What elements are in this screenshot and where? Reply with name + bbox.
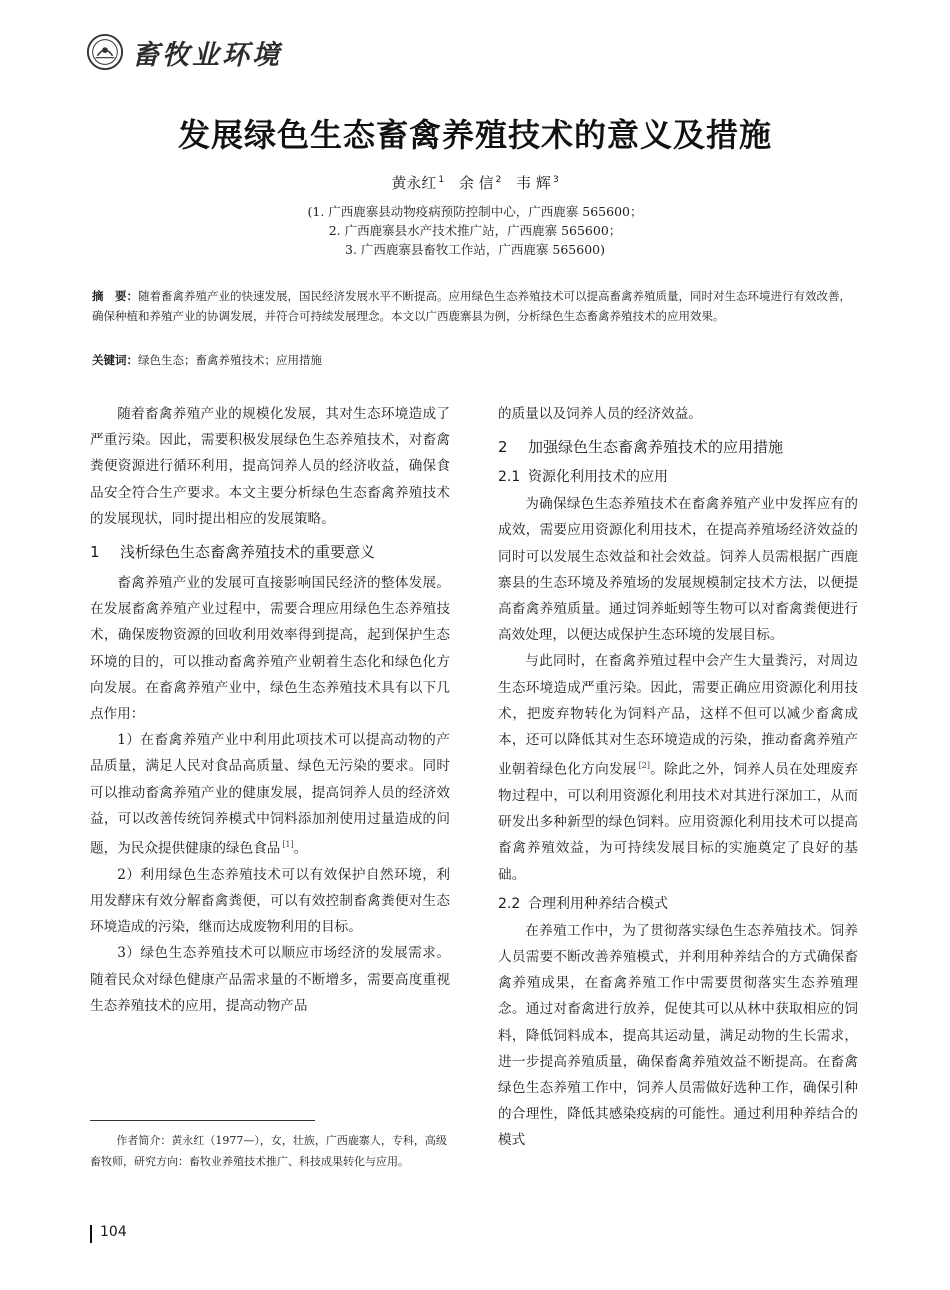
footnote-divider (90, 1120, 315, 1121)
author-footnote: 作者简介：黄永红（1977—），女，壮族，广西鹿寨人，专科，高级畜牧师，研究方向：畜牧业养殖技术推广、科技成果转化与应用。 (90, 1134, 447, 1168)
intro-paragraph: 随着畜禽养殖产业的规模化发展，其对生态环境造成了严重污染。因此，需要积极发展绿色生态养殖技术，对畜禽粪便资源进行循环利用，提高饲养人员的经济收益，确保食品安全符合生产要求。本文主要分析绿色生态畜禽养殖技术的发展现状，同时提出相应的发展策略。 (90, 406, 450, 527)
journal-name: 畜牧业环境 (132, 39, 282, 71)
author: 黄永红 $^1$ (391, 174, 445, 192)
right-column (498, 401, 858, 1154)
affiliation-line: 3. 广西鹿寨县畜牧工作站，广西鹿寨 565600) (345, 242, 605, 257)
page-number-bar (90, 1225, 92, 1243)
body-paragraph: 的质量以及饲养人员的经济效益。 (498, 406, 702, 422)
citation-ref: [2] (638, 761, 651, 771)
body-paragraph: 畜禽养殖产业的发展可直接影响国民经济的整体发展。在发展畜禽养殖产业过程中，需要合理应用绿色生态养殖技术，确保废物资源的回收利用效率得到提高，起到保护生态环境的目的，可以推动畜禽养殖产业朝着生态化和绿色化方向发展。在畜禽养殖产业中，绿色生态养殖技术具有以下几点作用： (90, 575, 450, 723)
author: 韦 辉 $^3$ (516, 174, 559, 192)
page-number: 104 (100, 1224, 127, 1240)
body-paragraph: 1）在畜禽养殖产业中利用此项技术可以提高动物的产品质量，满足人民对食品高质量、绿色无污染的要求。同时可以推动畜禽养殖产业的健康发展，提高饲养人员的经济效益，可以改善传统饲养模式中饲料添加剂使用过量造成的问题，为民众提供健康的绿色食品 [1]。 (90, 732, 450, 857)
subsection-heading: 2.2 合理利用种养结合模式 (498, 895, 668, 912)
author-list (0, 172, 950, 193)
keywords-label: 关键词： (92, 353, 138, 367)
body-paragraph: 与此同时，在畜禽养殖过程中会产生大量粪污，对周边生态环境造成严重污染。因此，需要正确应用资源化利用技术，把废弃物转化为饲料产品，这样不但可以减少畜禽成本，还可以降低其对生态环境造成的污染，推动畜禽养殖产业朝着绿色化方向发展 [2]。除此之外，饲养人员在处理废弃物过程中，可以利用资源化利用技术对其进行深加工，从而研发出多种新型的绿色饲料。应用资源化利用技术可以提高畜禽养殖效益，为可持续发展目标的实施奠定了良好的基础。 (498, 653, 859, 883)
section-heading: 1 浅析绿色生态畜禽养殖技术的重要意义 (90, 543, 376, 562)
abstract-label: 摘 要： (92, 289, 138, 303)
keywords-text: 绿色生态；畜禽养殖技术；应用措施 (138, 353, 322, 367)
body-paragraph: 在养殖工作中，为了贯彻落实绿色生态养殖技术。饲养人员需要不断改善养殖模式，并利用种养结合的方式确保畜禽养殖成果，在畜禽养殖工作中需要贯彻落实生态养殖理念。通过对畜禽进行放养，促使其可以从林中获取相应的饲料，降低饲料成本，提高其运动量，满足动物的生长需求，进一步提高养殖质量，确保畜禽养殖效益不断提高。在畜禽绿色生态养殖工作中，饲养人员需做好选种工作，确保引种的合理性，降低其感染疫病的可能性。通过利用种养结合的模式 (498, 922, 858, 1149)
citation-ref: [1] (282, 840, 294, 850)
abstract-text: 随着畜禽养殖产业的快速发展，国民经济发展水平不断提高。应用绿色生态养殖技术可以提高畜禽养殖质量，同时对生态环境进行有效改善，确保种植和养殖产业的协调发展，并符合可持续发展理念。本文以广西鹿寨县为例，分析绿色生态畜禽养殖技术的应用效果。 (92, 289, 851, 323)
affiliation-line: 2. 广西鹿寨县水产技术推广站，广西鹿寨 565600； (328, 223, 622, 238)
journal-header (86, 30, 282, 74)
subsection-heading: 2.1 资源化利用技术的应用 (498, 469, 668, 486)
journal-seal-icon (86, 33, 124, 71)
body-paragraph: 2）利用绿色生态养殖技术可以有效保护自然环境，利用发酵床有效分解畜禽粪便，可以有效控制畜禽粪便对生态环境造成的污染，继而达成废物利用的目标。 (90, 866, 450, 936)
section-heading: 2 加强绿色生态畜禽养殖技术的应用措施 (498, 438, 784, 457)
abstract (92, 286, 862, 326)
body-paragraph: 为确保绿色生态养殖技术在畜禽养殖产业中发挥应有的成效，需要应用资源化利用技术，在提高养殖场经济效益的同时可以发展生态效益和社会效益。饲养人员需根据广西鹿寨县的生态环境及养殖场的发展规模制定技术方法，以便提高畜禽养殖质量。通过饲养蚯蚓等生物可以对畜禽粪便进行高效处理，以便达成保护生态环境的发展目标。 (498, 496, 858, 644)
article-title: 发展绿色生态畜禽养殖技术的意义及措施 (177, 116, 772, 154)
keywords (92, 350, 862, 370)
left-column (90, 401, 450, 1019)
body-paragraph: 3）绿色生态养殖技术可以顺应市场经济的发展需求。随着民众对绿色健康产品需求量的不断增多，需要高度重视生态养殖技术的应用，提高动物产品 (90, 945, 450, 1014)
author: 余 信 $^2$ (458, 174, 502, 192)
affiliation-line: (1. 广西鹿寨县动物疫病预防控制中心，广西鹿寨 565600； (307, 204, 643, 219)
affiliations (0, 202, 950, 259)
